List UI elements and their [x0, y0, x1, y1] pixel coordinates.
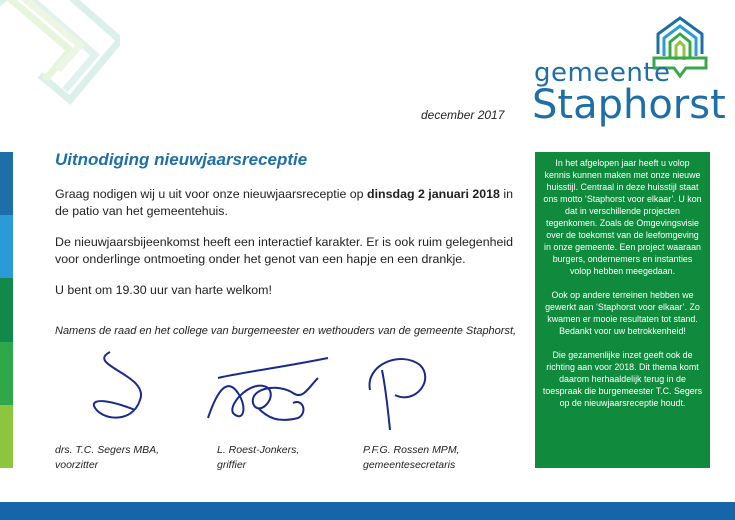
- side-color-bands: [0, 152, 13, 468]
- signer-role: griffier: [217, 459, 247, 471]
- welcome-paragraph: U bent om 19.30 uur van harte welkom!: [55, 283, 272, 297]
- signer-segers: [55, 443, 159, 473]
- logo-text-gemeente: gemeente: [534, 58, 671, 88]
- signature-rossen: [360, 350, 440, 440]
- band-3: [0, 278, 13, 341]
- signer-name: P.F.G. Rossen MPM,: [363, 444, 460, 456]
- letter-date: december 2017: [421, 108, 505, 122]
- interactive-paragraph: De nieuwjaarsbijeenkomst heeft een interactief karakter. Er is ook ruim gelegenheid voor onderlinge ontmoeting onder het genot van een hapje en een drankje.: [55, 235, 514, 266]
- logo-text-staphorst: Staphorst: [532, 82, 726, 128]
- letter-title: Uitnodiging nieuwjaarsreceptie: [55, 150, 308, 169]
- signer-name: L. Roest-Jonkers,: [217, 444, 300, 456]
- footer-bar: [0, 502, 735, 520]
- invitation-text-start: Graag nodigen wij u uit voor onze nieuwjaarsreceptie op: [55, 187, 368, 201]
- band-4: [0, 342, 13, 405]
- corner-decoration: [0, 0, 120, 110]
- on-behalf-line: Namens de raad en het college van burgemeester en wethouders van de gemeente Staphorst,: [55, 325, 517, 337]
- sidebar-paragraph-1: In het afgelopen jaar heeft u volop kennis kunnen maken met onze nieuwe huisstijl. Centraal in deze huisstijl staat ons motto ‘Staphorst voor elkaar’. U kon dat in verschillende projecten tegenkomen. Zoals de Omgevingsvisie over de toekomst van de leefomgeving in onze gemeente. Een project waaraan burgers, ondernemers en instanties volop hebben meegedaan.: [543, 158, 702, 276]
- band-1: [0, 152, 13, 215]
- invitation-text-end: in de patio van het gemeentehuis.: [55, 187, 514, 218]
- signer-name: drs. T.C. Segers MBA,: [55, 444, 160, 456]
- sidebar-info-box: [535, 152, 710, 468]
- signer-role: voorzitter: [55, 459, 99, 471]
- band-5: [0, 405, 13, 468]
- invitation-paragraph: [55, 186, 525, 220]
- signature-segers: [80, 340, 180, 440]
- invitation-date-bold: dinsdag 2 januari 2018: [367, 187, 500, 201]
- signer-rossen: [363, 443, 459, 473]
- sidebar-paragraph-2: Ook op andere terreinen hebben we gewerkt aan ‘Staphorst voor elkaar’. Zo kwamen er mooie resultaten tot stand. Bedankt voor uw betrokkenheid!: [545, 290, 700, 336]
- signature-roest-jonkers: [198, 348, 338, 438]
- gemeente-staphorst-logo: [530, 14, 726, 134]
- signer-role: gemeentesecretaris: [363, 459, 456, 471]
- band-2: [0, 215, 13, 278]
- sidebar-paragraph-3: Die gezamenlijke inzet geeft ook de richting aan voor 2018. Dit thema komt daarom herhaaldelijk terug in de toespraak die burgemeester T.C. Segers op de nieuwjaarsreceptie houdt.: [542, 350, 703, 408]
- signer-roest-jonkers: [217, 443, 299, 473]
